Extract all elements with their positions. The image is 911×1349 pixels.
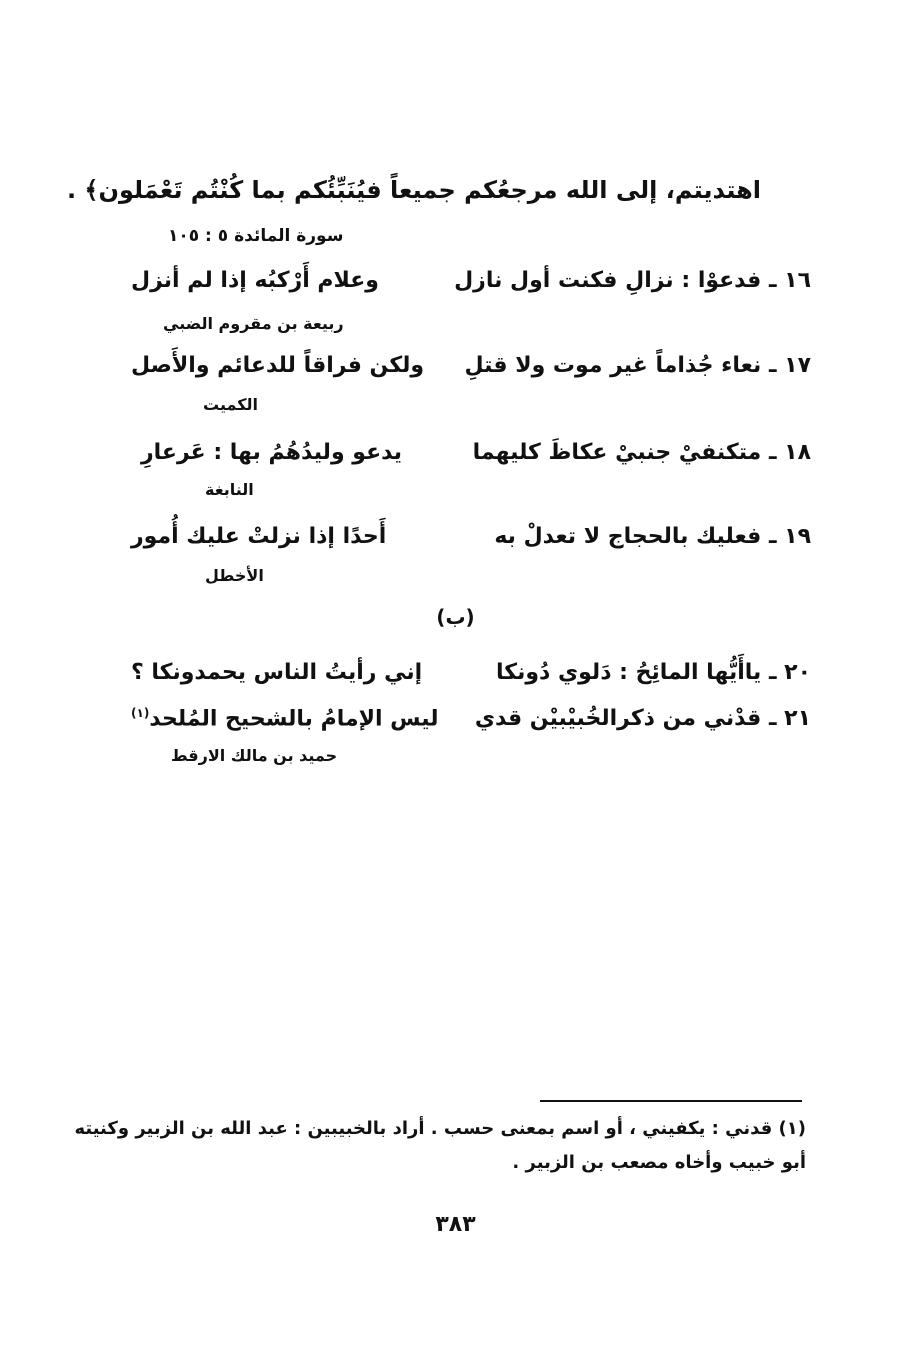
section-label: (ب) [436, 605, 475, 629]
footnote-marker: (١) [131, 706, 150, 720]
verse-first-hemistich: ١٩ ـ فعليك بالحجاج لا تعدلْ به [494, 524, 811, 549]
verse-second-hemistich [131, 706, 439, 731]
verse-18 [131, 440, 811, 510]
footnote-line-1: (١) قدني : يكفيني ، أو اسم بمعنى حسب . أراد بالخبيبين : عبد الله بن الزبير وكنيته [74, 1118, 806, 1139]
poet-name: الأخطل [205, 566, 264, 585]
poet-name: النابغة [205, 480, 254, 499]
verse-second-hemistich: يدعو وليدُهُمُ بها : عَرعارِ [141, 440, 403, 465]
verse-first-hemistich: ١٦ ـ فدعوْا : نزالِ فكنت أول نازل [454, 268, 811, 293]
verse-second-hemistich: أَحدًا إذا نزلتْ عليك أُمور [131, 524, 387, 549]
poet-name: حميد بن مالك الارقط [171, 746, 338, 765]
verse-second-hemistich: إني رأيتُ الناس يحمدونكا ؟ [131, 660, 423, 685]
quran-reference: سورة المائدة ٥ : ١٠٥ [168, 226, 344, 246]
poet-name: الكميت [203, 395, 258, 414]
verse-first-hemistich: ٢١ ـ قدْني من ذكرالخُبيْبيْن قدي [474, 706, 811, 731]
verse-19 [131, 524, 811, 594]
page-number: ٣٨٣ [435, 1212, 476, 1237]
verse-text: ليس الإمامُ بالشحيح المُلحد [149, 706, 439, 732]
quran-verse: اهتديتم، إلى الله مرجعُكم جميعاً فيُنَبِّئُكم بما كُنْتُم تَعْمَلون﴾ . [66, 176, 761, 204]
verse-17 [131, 353, 811, 423]
verse-second-hemistich: ولكن فراقاً للدعائم والأَصل [131, 353, 425, 378]
verse-21 [131, 706, 811, 776]
verse-16 [131, 268, 811, 338]
verse-second-hemistich: وعلام أَرْكبُه إذا لم أنزل [131, 268, 379, 293]
footnote-line-2: أبو خبيب وأخاه مصعب بن الزبير . [512, 1152, 806, 1173]
verse-first-hemistich: ١٨ ـ متكنفيْ جنبيْ عكاظَ كليهما [472, 440, 811, 465]
verse-first-hemistich: ٢٠ ـ ياأَيُّها المائِحُ : دَلوي دُونكا [496, 660, 811, 685]
poet-name: ربيعة بن مقروم الضبي [163, 314, 344, 333]
footnote-rule [540, 1100, 802, 1102]
verse-first-hemistich: ١٧ ـ نعاء جُذاماً غير موت ولا قتلِ [464, 353, 811, 378]
